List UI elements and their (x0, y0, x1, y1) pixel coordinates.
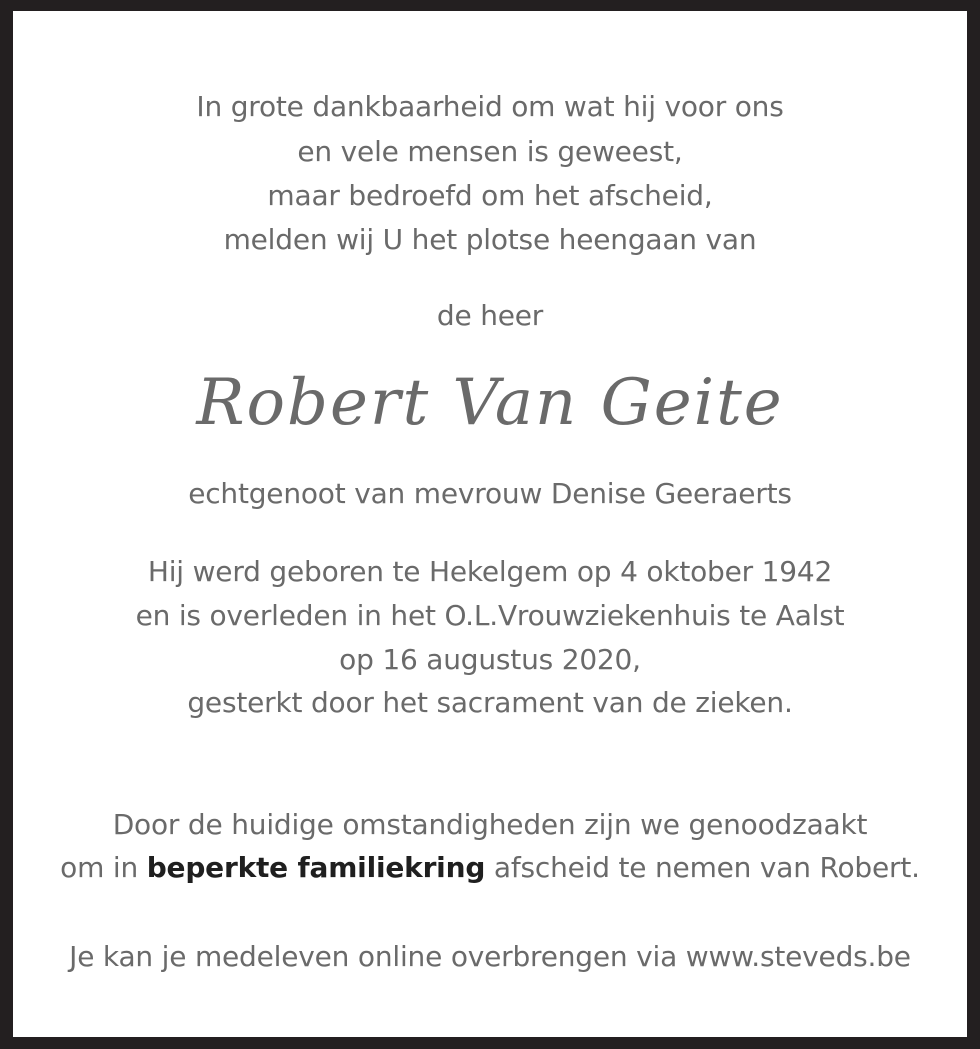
notice-line-2 (0, 852, 980, 884)
condolence-line: Je kan je medeleven online overbrengen via www.steveds.be (69, 940, 911, 973)
biography-line-3: op 16 augustus 2020, (339, 643, 641, 676)
intro-line-3: maar bedroefd om het afscheid, (267, 179, 713, 212)
salutation: de heer (436, 299, 544, 332)
biography-line-1: Hij werd geboren te Hekelgem op 4 oktober 1942 (147, 555, 833, 588)
notice-line-1: Door de huidige omstandigheden zijn we genoodzaakt (112, 808, 868, 841)
intro-line-1: In grote dankbaarheid om wat hij voor ons (196, 90, 784, 123)
intro-line-4: melden wij U het plotse heengaan van (223, 223, 757, 256)
biography-line-2: en is overleden in het O.L.Vrouwziekenhuis te Aalst (135, 599, 845, 632)
intro-line-2: en vele mensen is geweest, (297, 135, 683, 168)
spouse-line: echtgenoot van mevrouw Denise Geeraerts (188, 477, 792, 510)
notice-line-2-suffix: afscheid te nemen van Robert. (485, 851, 920, 884)
notice-line-2-prefix: om in (60, 851, 147, 884)
biography-line-4: gesterkt door het sacrament van de zieken. (187, 686, 793, 719)
deceased-name: Robert Van Geite (196, 366, 784, 440)
notice-emphasis: beperkte familiekring (146, 851, 486, 884)
